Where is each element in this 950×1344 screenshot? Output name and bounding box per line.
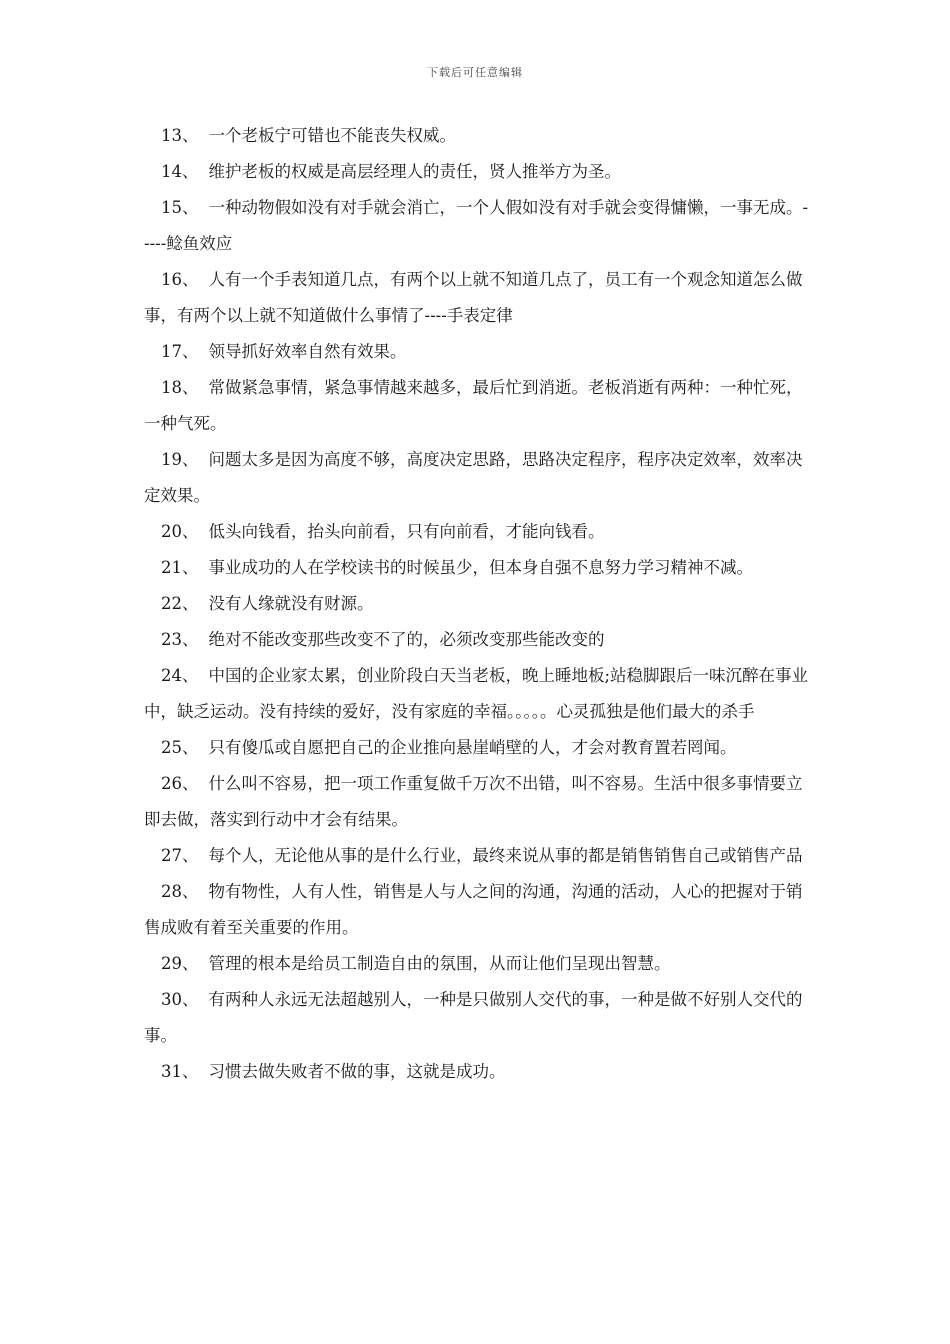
list-item [144, 946, 810, 982]
item-number: 14、 [161, 162, 199, 181]
item-number: 13、 [161, 126, 199, 145]
item-text: 低头向钱看，抬头向前看，只有向前看，才能向钱看。 [208, 522, 605, 541]
item-text: 维护老板的权威是高层经理人的责任，贤人推举方为圣。 [208, 162, 621, 181]
item-text: 管理的根本是给员工制造自由的氛围，从而让他们呈现出智慧。 [208, 954, 671, 973]
item-text: 常做紧急事情，紧急事情越来越多，最后忙到消逝。老板消逝有两种：一种忙死，一种气死。 [144, 378, 803, 433]
item-number: 16、 [161, 270, 199, 289]
list-item [144, 370, 810, 442]
page-header: 下载后可任意编辑 [427, 66, 523, 79]
item-number: 20、 [161, 522, 199, 541]
list-item [144, 658, 810, 730]
list-item [144, 766, 810, 838]
item-text: 什么叫不容易，把一项工作重复做千万次不出错，叫不容易。生活中很多事情要立即去做，落实到行动中才会有结果。 [144, 774, 803, 829]
list-item [144, 838, 810, 874]
item-number: 25、 [161, 738, 199, 757]
item-number: 24、 [161, 666, 199, 685]
item-text: 一种动物假如没有对手就会消亡，一个人假如没有对手就会变得慵懒，一事无成。-----鲶鱼效应 [144, 198, 809, 253]
list-item [144, 1054, 810, 1090]
item-number: 28、 [161, 882, 199, 901]
item-text: 领导抓好效率自然有效果。 [208, 342, 407, 361]
list-item [144, 550, 810, 586]
item-number: 30、 [161, 990, 199, 1009]
list-item [144, 190, 810, 262]
item-number: 26、 [161, 774, 199, 793]
item-number: 29、 [161, 954, 199, 973]
item-text: 中国的企业家太累，创业阶段白天当老板，晚上睡地板;站稳脚跟后一味沉醉在事业中，缺乏运动。没有持续的爱好，没有家庭的幸福。。。。。心灵孤独是他们最大的杀手 [144, 666, 809, 721]
list-item [144, 730, 810, 766]
item-text: 每个人，无论他从事的是什么行业，最终来说从事的都是销售销售自己或销售产品 [208, 846, 803, 865]
list-item [144, 154, 810, 190]
item-number: 17、 [161, 342, 199, 361]
document-body [144, 118, 810, 1090]
item-number: 23、 [161, 630, 199, 649]
item-number: 18、 [161, 378, 199, 397]
item-number: 15、 [161, 198, 199, 217]
item-number: 19、 [161, 450, 199, 469]
item-text: 有两种人永远无法超越别人，一种是只做别人交代的事，一种是做不好别人交代的事。 [144, 990, 803, 1045]
list-item [144, 874, 810, 946]
list-item [144, 622, 810, 658]
list-item [144, 514, 810, 550]
list-item [144, 586, 810, 622]
item-text: 问题太多是因为高度不够，高度决定思路，思路决定程序，程序决定效率，效率决定效果。 [144, 450, 803, 505]
item-text: 物有物性，人有人性，销售是人与人之间的沟通，沟通的活动，人心的把握对于销售成败有着至关重要的作用。 [144, 882, 803, 937]
item-number: 31、 [161, 1062, 199, 1081]
list-item [144, 442, 810, 514]
item-text: 人有一个手表知道几点，有两个以上就不知道几点了，员工有一个观念知道怎么做事，有两个以上就不知道做什么事情了----手表定律 [144, 270, 803, 325]
item-number: 27、 [161, 846, 199, 865]
item-number: 22、 [161, 594, 199, 613]
item-text: 事业成功的人在学校读书的时候虽少，但本身自强不息努力学习精神不减。 [208, 558, 753, 577]
list-item [144, 982, 810, 1054]
item-text: 没有人缘就没有财源。 [208, 594, 374, 613]
list-item [144, 334, 810, 370]
item-number: 21、 [161, 558, 199, 577]
item-text: 绝对不能改变那些改变不了的，必须改变那些能改变的 [208, 630, 605, 649]
item-text: 习惯去做失败者不做的事，这就是成功。 [208, 1062, 506, 1081]
list-item [144, 118, 810, 154]
item-text: 一个老板宁可错也不能丧失权威。 [208, 126, 456, 145]
list-item [144, 262, 810, 334]
item-text: 只有傻瓜或自愿把自己的企业推向悬崖峭壁的人，才会对教育置若罔闻。 [208, 738, 737, 757]
